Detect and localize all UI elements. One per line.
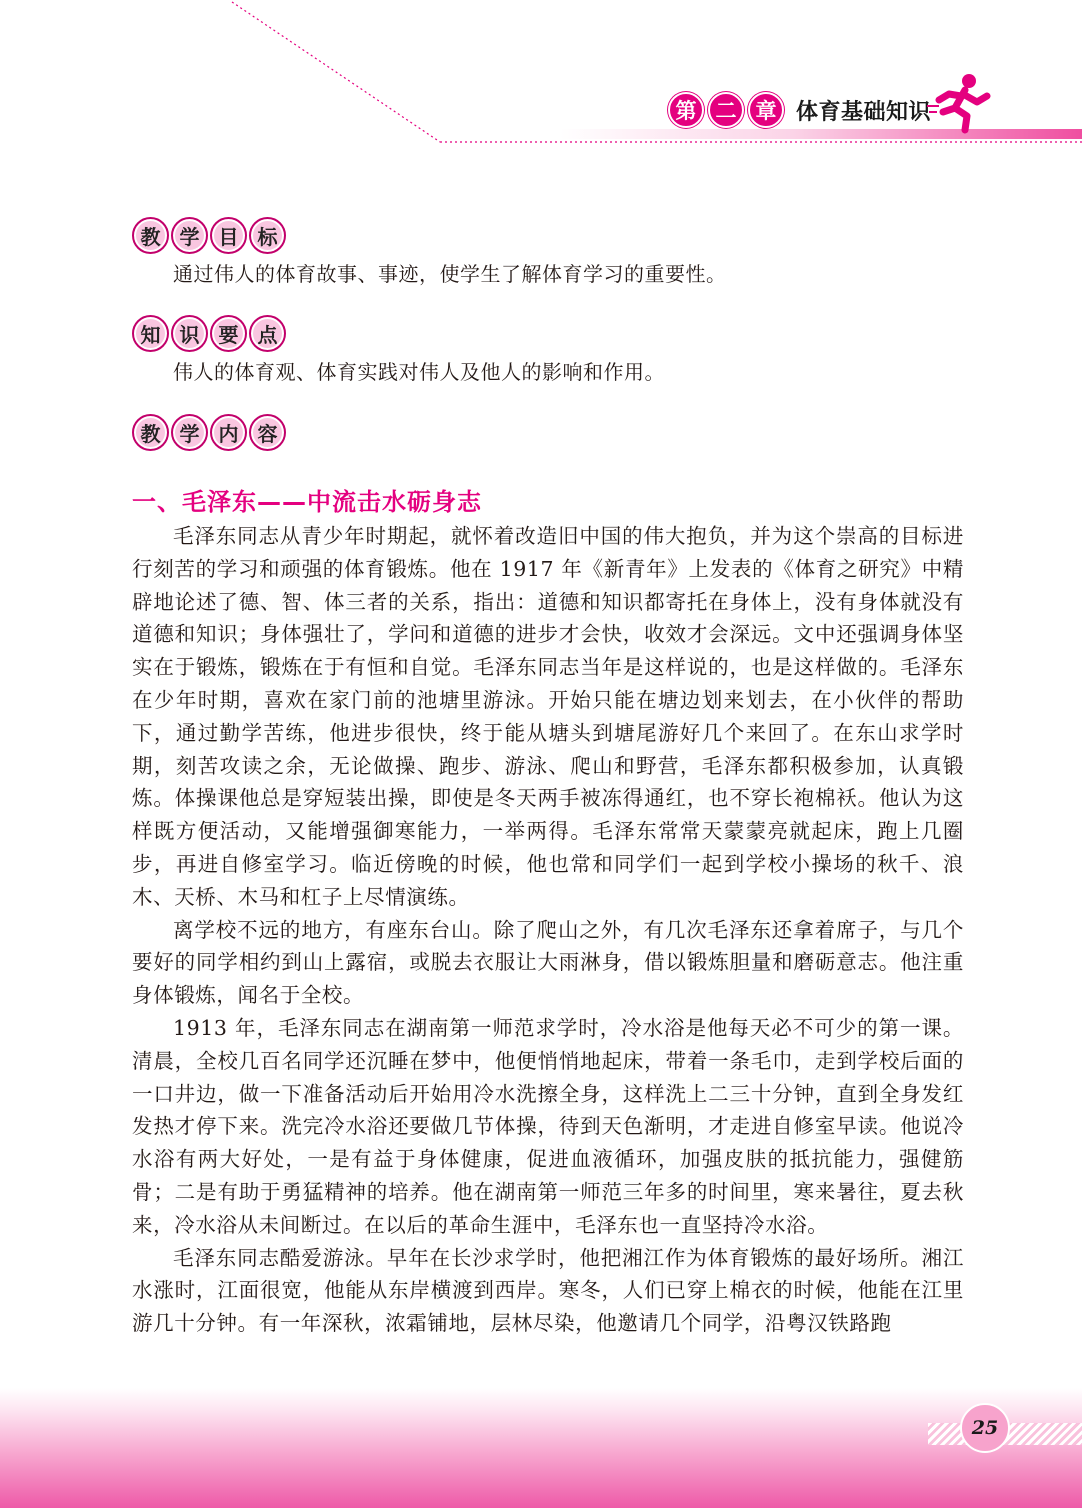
footer-band bbox=[0, 1388, 1082, 1508]
chapter-header bbox=[668, 86, 931, 134]
badge-char: 内 bbox=[210, 414, 247, 451]
badge-char: 容 bbox=[249, 414, 286, 451]
diagonal-dotted-line bbox=[232, 2, 440, 142]
chapter-char: 章 bbox=[748, 92, 784, 128]
key-points-badge bbox=[132, 315, 288, 352]
badge-char: 标 bbox=[249, 217, 286, 254]
badge-char: 教 bbox=[132, 414, 169, 451]
key-points-text: 伟人的体育观、体育实践对伟人及他人的影响和作用。 bbox=[173, 360, 665, 384]
body-text bbox=[132, 520, 964, 1340]
badge-char: 学 bbox=[171, 414, 208, 451]
paragraph: 毛泽东同志从青少年时期起，就怀着改造旧中国的伟大抱负，并为这个崇高的目标进行刻苦的学习和顽强的体育锻炼。他在 1917 年《新青年》上发表的《体育之研究》中精辟地论述了德、智、体三者的关系，指出：道德和知识都寄托在身体上，没有身体就没有道德和知识；身体强壮了，学问和道德的进步才会快，收效才会深远。文中还强调身体坚实在于锻炼，锻炼在于有恒和自觉。毛泽东同志当年是这样说的，也是这样做的。毛泽东在少年时期，喜欢在家门前的池塘里游泳。开始只能在塘边划来划去，在小伙伴的帮助下，通过勤学苦练，他进步很快，终于能从塘头到塘尾游好几个来回了。在东山求学时期，刻苦攻读之余，无论做操、跑步、游泳、爬山和野营，毛泽东都积极参加，认真锻炼。体操课他总是穿短装出操，即使是冬天两手被冻得通红，也不穿长袍棉袄。他认为这样既方便活动，又能增强御寒能力，一举两得。毛泽东常常天蒙蒙亮就起床，跑上几圈步，再进自修室学习。临近傍晚的时候，他也常和同学们一起到学校小操场的秋千、浪木、天桥、木马和杠子上尽情演练。 bbox=[132, 524, 964, 909]
page-number: 25 bbox=[960, 1403, 1010, 1453]
objective-text: 通过伟人的体育故事、事迹，使学生了解体育学习的重要性。 bbox=[173, 262, 727, 286]
paragraph: 1913 年，毛泽东同志在湖南第一师范求学时，冷水浴是他每天必不可少的第一课。清晨，全校几百名同学还沉睡在梦中，他便悄悄地起床，带着一条毛巾，走到学校后面的一口井边，做一下准备活动后开始用冷水洗擦全身，这样洗上二三十分钟，直到全身发红发热才停下来。洗完冷水浴还要做几节体操，待到天色渐明，才走进自修室早读。他说冷水浴有两大好处，一是有益于身体健康，促进血液循环，加强皮肤的抵抗能力，强健筋骨；二是有助于勇猛精神的培养。他在湖南第一师范三年多的时间里，寒来暑往，夏去秋来，冷水浴从未间断过。在以后的革命生涯中，毛泽东也一直坚持冷水浴。 bbox=[132, 1015, 964, 1237]
paragraph: 离学校不远的地方，有座东台山。除了爬山之外，有几次毛泽东还拿着席子，与几个要好的同学相约到山上露宿，或脱去衣服让大雨淋身，借以锻炼胆量和磨砺意志。他注重身体锻炼，闻名于全校。 bbox=[132, 917, 964, 1008]
badge-char: 识 bbox=[171, 315, 208, 352]
chapter-char: 第 bbox=[668, 92, 704, 128]
paragraph: 毛泽东同志酷爱游泳。早年在长沙求学时，他把湘江作为体育锻炼的最好场所。湘江水涨时，江面很宽，他能从东岸横渡到西岸。寒冬，人们已穿上棉衣的时候，他能在江里游几十分钟。有一年深秋，浓霜铺地，层林尽染，他邀请几个同学，沿粤汉铁路跑 bbox=[132, 1245, 964, 1336]
section-heading: 一、毛泽东——中流击水砺身志 bbox=[132, 488, 482, 516]
header-decoration bbox=[0, 0, 1082, 160]
badge-char: 要 bbox=[210, 315, 247, 352]
chapter-char: 二 bbox=[708, 92, 744, 128]
badge-char: 点 bbox=[249, 315, 286, 352]
badge-char: 知 bbox=[132, 315, 169, 352]
badge-char: 学 bbox=[171, 217, 208, 254]
content-badge bbox=[132, 414, 288, 451]
objective-badge bbox=[132, 217, 288, 254]
badge-char: 教 bbox=[132, 217, 169, 254]
badge-char: 目 bbox=[210, 217, 247, 254]
runner-icon bbox=[925, 72, 995, 134]
chapter-title: 体育基础知识 bbox=[796, 99, 932, 125]
